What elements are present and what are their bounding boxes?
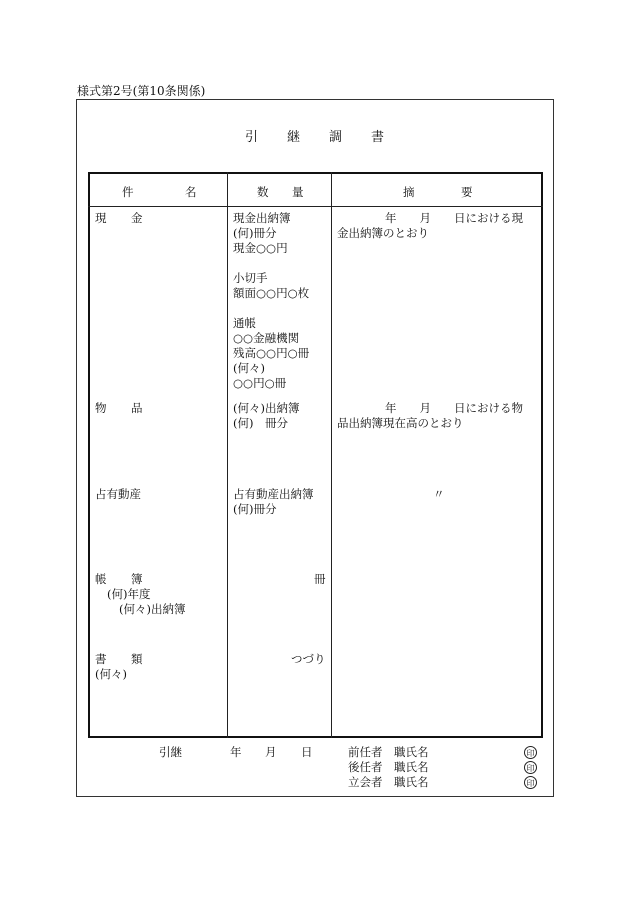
witness-name-label: 職氏名 xyxy=(394,775,429,789)
row-documents-name-1: 書 xyxy=(95,652,107,666)
row-ledger-sub1: (何)年度 xyxy=(107,587,151,601)
column-divider-2 xyxy=(331,172,332,738)
date-month-label: 月 xyxy=(265,745,277,759)
successor-name-label: 職氏名 xyxy=(394,760,429,774)
handover-label: 引継 xyxy=(159,745,182,759)
row-ledger-sub2: (何々)出納簿 xyxy=(119,602,186,616)
predecessor-name-label: 職氏名 xyxy=(394,745,429,759)
row-goods-quantity: (何々)出納簿 (何) 冊分 xyxy=(233,401,300,430)
header-item-char-1: 件 xyxy=(122,185,134,199)
row-documents-sub1: (何々) xyxy=(95,667,127,681)
date-day-label: 日 xyxy=(301,745,313,759)
header-quantity-char-1: 数 xyxy=(257,185,269,199)
witness-label: 立会者 xyxy=(348,775,383,789)
successor-label: 後任者 xyxy=(348,760,383,774)
row-cash-quantity: 現金出納簿 (何)冊分 現金○○円 小切手 額面○○円○枚 通帳 ○○金融機関 残高○○円○冊 (何々) ○○円○冊 xyxy=(233,211,310,390)
row-goods-summary-line1: 年 月 日における物 xyxy=(385,401,523,415)
successor-seal-icon: 印 xyxy=(524,761,537,774)
row-goods-name-1: 物 xyxy=(95,401,107,415)
row-ledger-name-2: 簿 xyxy=(131,572,143,586)
header-item-char-2: 名 xyxy=(185,185,197,199)
row-documents-name-2: 類 xyxy=(131,652,143,666)
row-goods-summary-line2: 品出納簿現在高のとおり xyxy=(337,416,464,430)
row-documents-quantity: つづり xyxy=(291,652,326,666)
row-property-summary: 〃 xyxy=(433,487,445,501)
row-cash-name-2: 金 xyxy=(131,211,143,225)
row-property-quantity: 占有動産出納簿 (何)冊分 xyxy=(233,487,314,516)
date-year-label: 年 xyxy=(230,745,242,759)
form-label: 様式第2号(第10条関係) xyxy=(77,84,206,98)
header-summary-char-2: 要 xyxy=(461,185,473,199)
row-ledger-name-1: 帳 xyxy=(95,572,107,586)
predecessor-seal-icon: 印 xyxy=(524,746,537,759)
title-char-3: 調 xyxy=(329,130,344,145)
header-quantity-char-2: 量 xyxy=(292,185,304,199)
row-ledger-quantity: 冊 xyxy=(314,572,326,586)
header-divider xyxy=(88,206,543,207)
title-char-4: 書 xyxy=(371,130,386,145)
column-divider-1 xyxy=(227,172,228,738)
row-cash-summary-line1: 年 月 日における現 xyxy=(385,211,523,225)
row-goods-name-2: 品 xyxy=(131,401,143,415)
title-char-1: 引 xyxy=(244,130,259,145)
witness-seal-icon: 印 xyxy=(524,776,537,789)
row-property-name: 占有動産 xyxy=(95,487,141,501)
row-cash-name-1: 現 xyxy=(95,211,107,225)
predecessor-label: 前任者 xyxy=(348,745,383,759)
row-cash-summary-line2: 金出納簿のとおり xyxy=(337,226,429,240)
document-title xyxy=(0,130,630,145)
header-summary-char-1: 摘 xyxy=(403,185,415,199)
title-char-2: 継 xyxy=(286,130,301,145)
